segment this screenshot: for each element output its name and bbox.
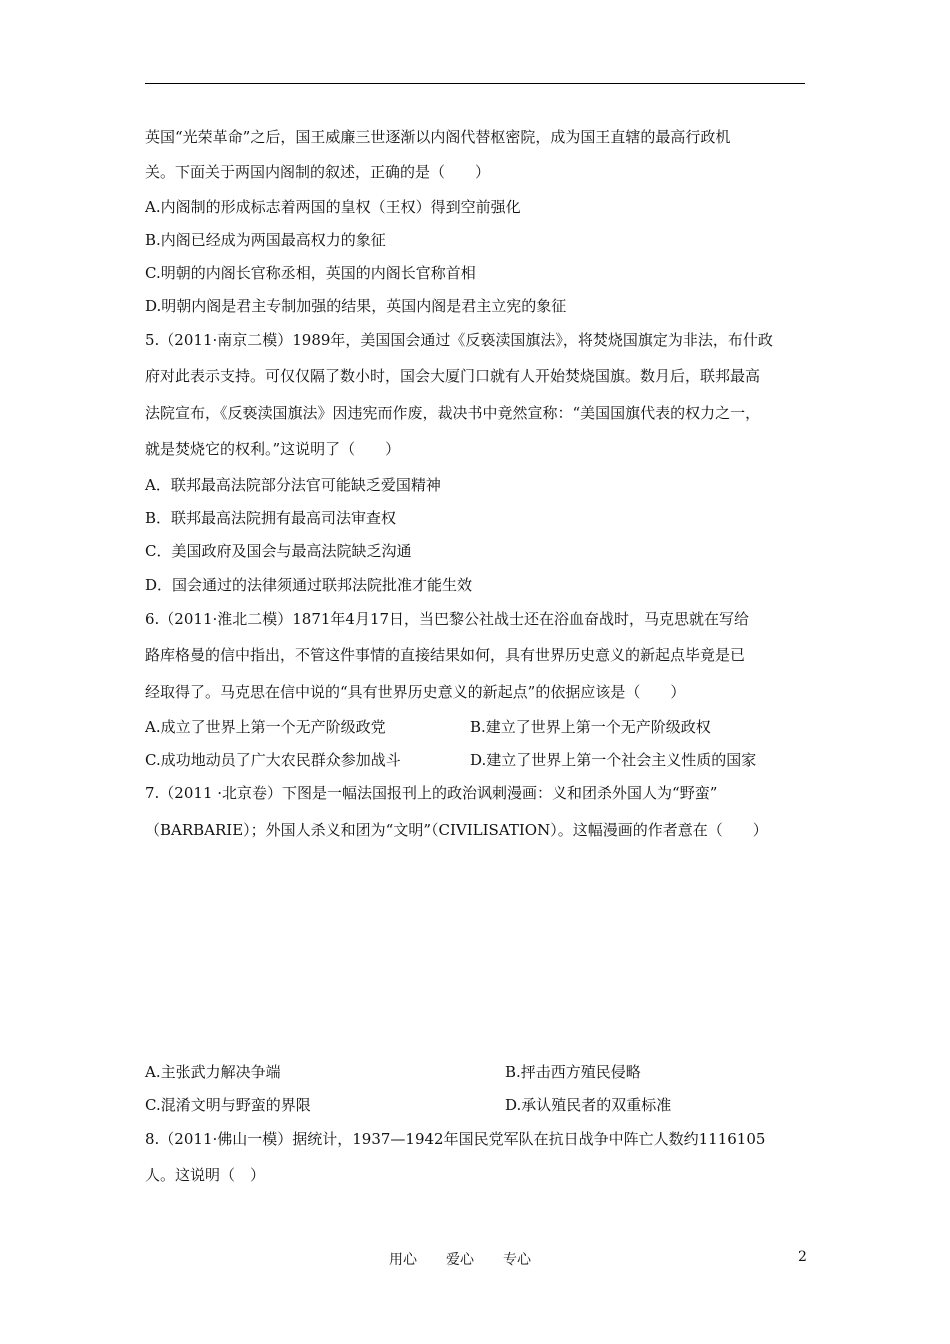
q7-options-row-2 <box>145 1095 805 1115</box>
footer-word-2: 爱心 <box>446 1252 474 1268</box>
q5-option-d: D．国会通过的法律须通过联邦法院批准才能生效 <box>145 576 473 594</box>
q8-line-2: 人。这说明（ ） <box>145 1166 266 1184</box>
q7-figure-blank <box>145 850 805 1050</box>
q4-line-2: 关。下面关于两国内阁制的叙述，正确的是（ ） <box>145 163 491 181</box>
q7-option-b: B.抨击西方殖民侵略 <box>505 1063 641 1081</box>
q6-options-row-1 <box>145 717 805 737</box>
q6-option-c: C.成功地动员了广大农民群众参加战斗 <box>145 751 401 769</box>
q7-option-c: C.混淆文明与野蛮的界限 <box>145 1096 311 1114</box>
q6-line-2: 路库格曼的信中指出，不管这件事情的直接结果如何，具有世界历史意义的新起点毕竟是已 <box>145 646 746 664</box>
q6-line-3: 经取得了。马克思在信中说的“具有世界历史意义的新起点”的依据应该是（ ） <box>145 683 686 701</box>
q5-line-2: 府对此表示支持。可仅仅隔了数小时，国会大厦门口就有人开始焚烧国旗。数月后，联邦最高 <box>145 367 761 385</box>
q6-line-1: 6.（2011·淮北二模）1871年4月17日，当巴黎公社战士还在浴血奋战时，马克思就在写给 <box>145 610 750 628</box>
q5-line-4: 就是焚烧它的权利。”这说明了（ ） <box>145 440 401 458</box>
footer-word-1: 用心 <box>389 1252 417 1268</box>
q5-line-3: 法院宣布，《反亵渎国旗法》因违宪而作废，裁决书中竟然宣称：“美国国旗代表的权力之一， <box>145 404 761 422</box>
q7-option-a: A.主张武力解决争端 <box>145 1063 281 1081</box>
q7-option-d: D.承认殖民者的双重标准 <box>505 1096 672 1114</box>
q4-option-a: A.内阁制的形成标志着两国的皇权（王权）得到空前强化 <box>145 198 521 216</box>
q6-options-row-2 <box>145 750 805 770</box>
q7-options-row-1 <box>145 1062 805 1082</box>
q5-option-b: B．联邦最高法院拥有最高司法审查权 <box>145 509 397 527</box>
q7-line-1: 7.（2011 ·北京卷）下图是一幅法国报刊上的政治讽刺漫画：义和团杀外国人为“野蛮” <box>145 784 718 802</box>
q6-option-d: D.建立了世界上第一个社会主义性质的国家 <box>470 751 757 769</box>
q6-option-b: B.建立了世界上第一个无产阶级政权 <box>470 718 711 736</box>
footer-word-3: 专心 <box>503 1252 531 1268</box>
q4-option-c: C.明朝的内阁长官称丞相，英国的内阁长官称首相 <box>145 264 476 282</box>
q5-line-1: 5.（2011·南京二模）1989年，美国国会通过《反亵渎国旗法》，将焚烧国旗定为非法，布什政 <box>145 331 773 349</box>
page-number: 2 <box>798 1249 807 1265</box>
q5-option-a: A．联邦最高法院部分法官可能缺乏爱国精神 <box>145 476 441 494</box>
q4-option-d: D.明朝内阁是君主专制加强的结果，英国内阁是君主立宪的象征 <box>145 297 567 315</box>
q5-option-c: C．美国政府及国会与最高法院缺乏沟通 <box>145 542 412 560</box>
header-rule <box>145 83 805 84</box>
q4-option-b: B.内阁已经成为两国最高权力的象征 <box>145 231 386 249</box>
q4-line-1: 英国“光荣革命”之后，国王威廉三世逐渐以内阁代替枢密院，成为国王直辖的最高行政机 <box>145 128 731 146</box>
q7-line-2: （BARBARIE）；外国人杀义和团为“文明”（CIVILISATION）。这幅漫画的作者意在（ ） <box>145 821 768 839</box>
q6-option-a: A.成立了世界上第一个无产阶级政党 <box>145 718 386 736</box>
q8-line-1: 8.（2011·佛山一模）据统计，1937—1942年国民党军队在抗日战争中阵亡人数约1116105 <box>145 1130 766 1148</box>
